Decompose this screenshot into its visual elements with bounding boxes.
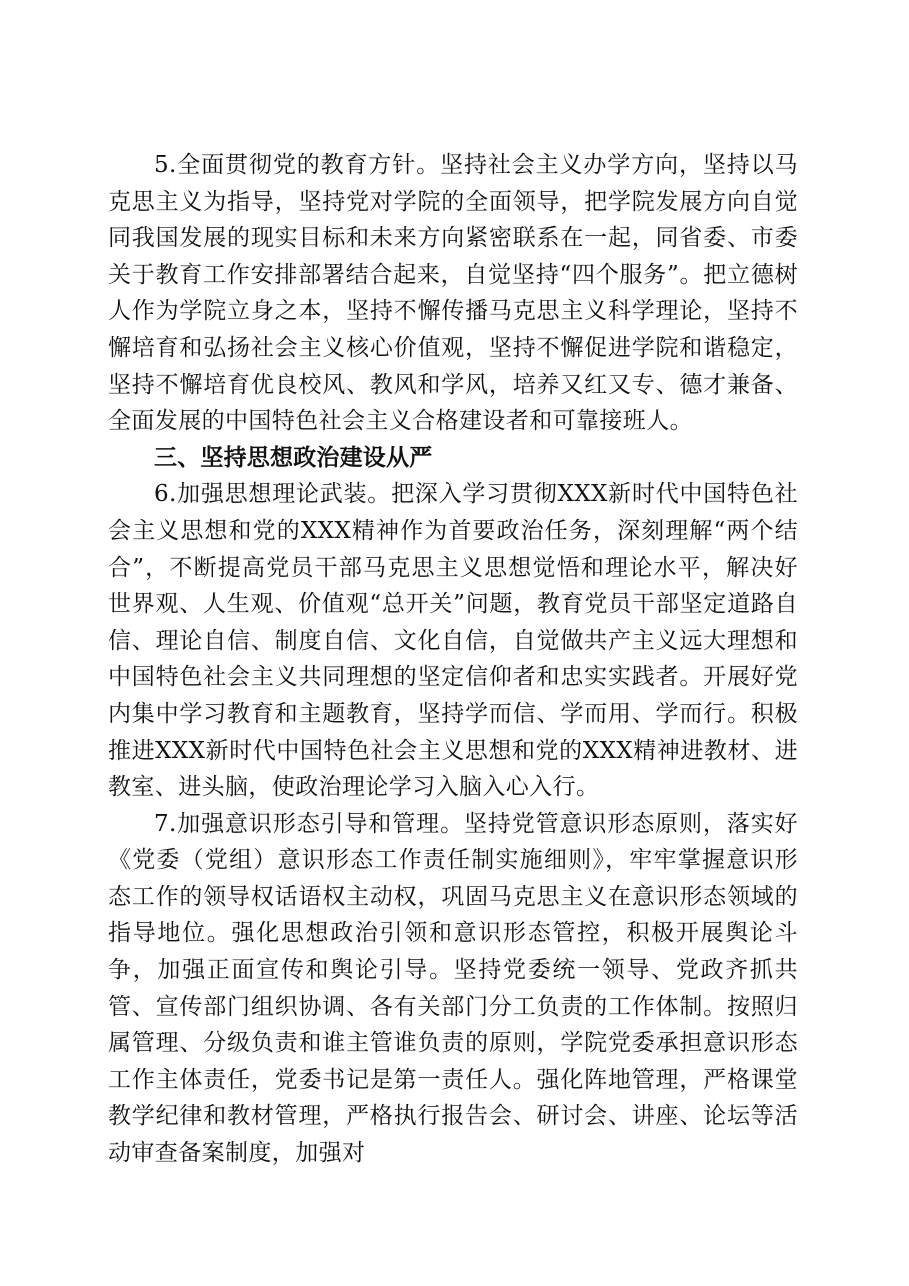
paragraph-5: 5.全面贯彻党的教育方针。坚持社会主义办学方向，坚持以马克思主义为指导，坚持党对学院的全面领导，把学院发展方向自觉同我国发展的现实目标和未来方向紧密联系在一起，同省委、市委关于教育工作安排部署结合起来，自觉坚持“四个服务”。把立德树人作为学院立身之本，坚持不懈传播马克思主义科学理论，坚持不懈培育和弘扬社会主义核心价值观，坚持不懈促进学院和谐稳定，坚持不懈培育优良校风、教风和学风，培养又红又专、德才兼备、全面发展的中国特色社会主义合格建设者和可靠接班人。 [108,152,798,435]
paragraph-6: 6.加强思想理论武装。把深入学习贯彻XXX新时代中国特色社会主义思想和党的XXX精神作为首要政治任务，深刻理解“两个结合”，不断提高党员干部马克思主义思想觉悟和理论水平，解决好世界观、人生观、价值观“总开关”问题，教育党员干部坚定道路自信、理论自信、制度自信、文化自信，自觉做共产主义远大理想和中国特色社会主义共同理想的坚定信仰者和忠实实践者。开展好党内集中学习教育和主题教育，坚持学而信、学而用、学而行。积极推进XXX新时代中国特色社会主义思想和党的XXX精神进教材、进教室、进头脑，使政治理论学习入脑入心入行。 [108,481,798,801]
document-body [108,147,798,1172]
section-heading-3: 三、坚持思想政治建设从严 [154,444,433,471]
paragraph-7: 7.加强意识形态引导和管理。坚持党管意识形态原则，落实好《党委（党组）意识形态工作责任制实施细则》，牢牢掌握意识形态工作的领导权话语权主动权，巩固马克思主义在意识形态领域的指导地位。强化思想政治引领和意识形态管控，积极开展舆论斗争，加强正面宣传和舆论引导。坚持党委统一领导、党政齐抓共管、宣传部门组织协调、各有关部门分工负责的工作体制。按照归属管理、分级负责和谁主管谁负责的原则，学院党委承担意识形态工作主体责任，党委书记是第一责任人。强化阵地管理，严格课堂教学纪律和教材管理，严格执行报告会、研讨会、讲座、论坛等活动审查备案制度，加强对 [108,810,798,1167]
